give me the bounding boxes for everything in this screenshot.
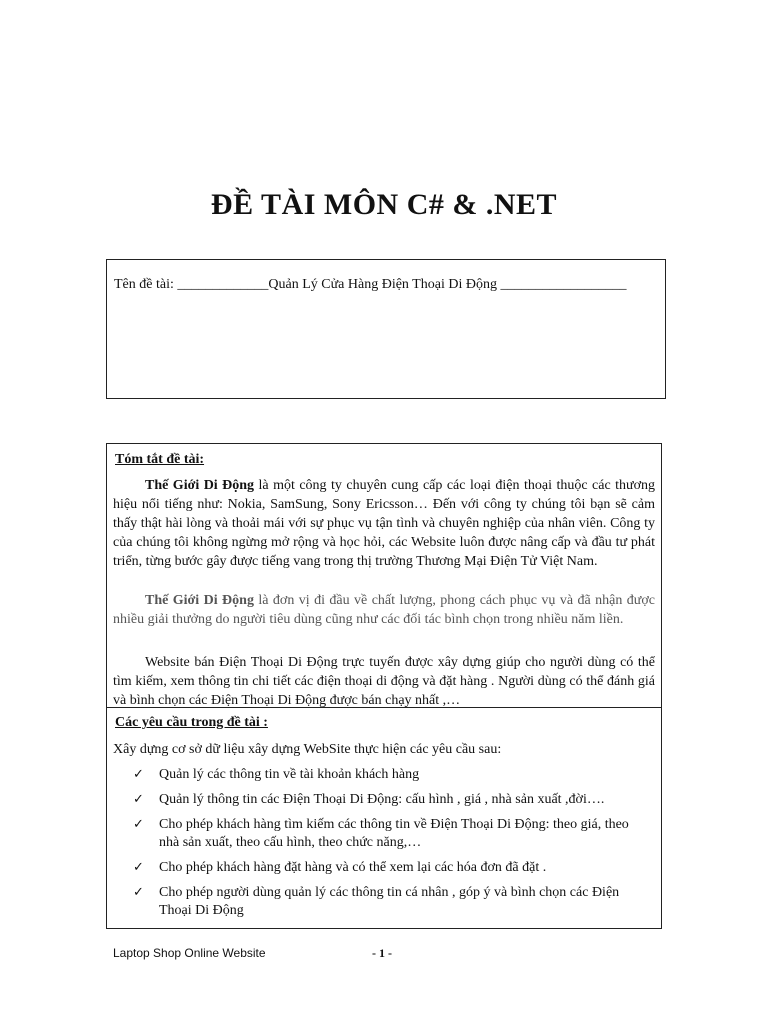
- requirement-item: [131, 884, 651, 920]
- page-number: - 1 -: [372, 946, 392, 960]
- summary-paragraph-2: [113, 591, 655, 629]
- summary-paragraph-1: [113, 476, 655, 571]
- requirement-text: Cho phép khách hàng đặt hàng và có thể xem lại các hóa đơn đã đặt .: [159, 860, 547, 875]
- requirement-text: Cho phép khách hàng tìm kiếm các thông tin về Điện Thoại Di Động: theo giá, theo nhà sản xuất, theo cấu hình, theo chức năng,…: [159, 817, 629, 850]
- requirement-text: Quản lý các thông tin về tài khoản khách hàng: [159, 767, 420, 782]
- checkmark-icon: ✓: [133, 767, 144, 782]
- footer-site-name: Laptop Shop Online Website: [113, 946, 266, 960]
- company-name: Thế Giới Di Động: [145, 593, 254, 608]
- requirement-text: Cho phép người dùng quản lý các thông tin cá nhân , góp ý và bình chọn các Điện Thoại Di Động: [159, 885, 620, 918]
- summary-paragraph-2-text: là đơn vị đi đầu về chất lượng, phong cách phục vụ và đã nhận được nhiều giải thưởng do người tiêu dùng cũng như các đối tác bình chọn trong nhiều năm liền.: [113, 593, 655, 627]
- topic-line: [114, 277, 626, 293]
- requirements-box: [106, 707, 662, 929]
- document-title: ĐỀ TÀI MÔN C# & .NET: [210, 188, 558, 221]
- summary-heading: Tóm tắt đề tài:: [115, 452, 205, 467]
- summary-paragraph-3-text: Website bán Điện Thoại Di Động trực tuyến được xây dựng giúp cho người dùng có thể tìm kiếm, xem thông tin chi tiết các điện thoại di động và đặt hàng . Người dùng có thể đánh giá và bình chọn các Điện Thoại Di Động được bán chạy nhất ,…: [113, 655, 655, 708]
- checkmark-icon: ✓: [133, 792, 144, 807]
- requirement-item: [131, 816, 651, 852]
- requirement-item: [131, 766, 651, 784]
- requirements-heading: Các yêu cầu trong đề tài :: [115, 715, 268, 730]
- topic-label: Tên đề tài:: [114, 277, 174, 292]
- topic-box: [106, 259, 666, 399]
- company-name: Thế Giới Di Động: [145, 478, 255, 493]
- checkmark-icon: ✓: [133, 817, 144, 832]
- summary-box: [106, 443, 662, 708]
- checkmark-icon: ✓: [133, 885, 144, 900]
- checkmark-icon: ✓: [133, 860, 144, 875]
- summary-paragraph-1-text: là một công ty chuyên cung cấp các loại điện thoại thuộc các thương hiệu nổi tiếng như: Nokia, SamSung, Sony Ericsson… Đến với công ty chúng tôi bạn sẽ cảm thấy thật hài lòng và thoải mái với sự phục vụ tận tình và chuyên nghiệp của nhân viên. Công ty của chúng tôi không ngừng mở rộng và học hỏi, các Website luôn được nâng cấp và đầu tư phát triển, từng bước gây được tiếng vang trong thị trường Thương Mại Điện Tử Việt Nam.: [113, 478, 655, 569]
- topic-value: _____________Quản Lý Cửa Hàng Điện Thoại Di Động __________________: [177, 277, 627, 292]
- summary-paragraph-3: [113, 653, 655, 708]
- requirement-item: [131, 859, 651, 877]
- requirement-item: [131, 791, 651, 809]
- requirements-intro: Xây dựng cơ sở dữ liệu xây dựng WebSite thực hiện các yêu cầu sau:: [113, 742, 502, 757]
- requirement-text: Quản lý thông tin các Điện Thoại Di Động: cấu hình , giá , nhà sản xuất ,đời….: [159, 792, 605, 807]
- requirements-list: [131, 766, 651, 927]
